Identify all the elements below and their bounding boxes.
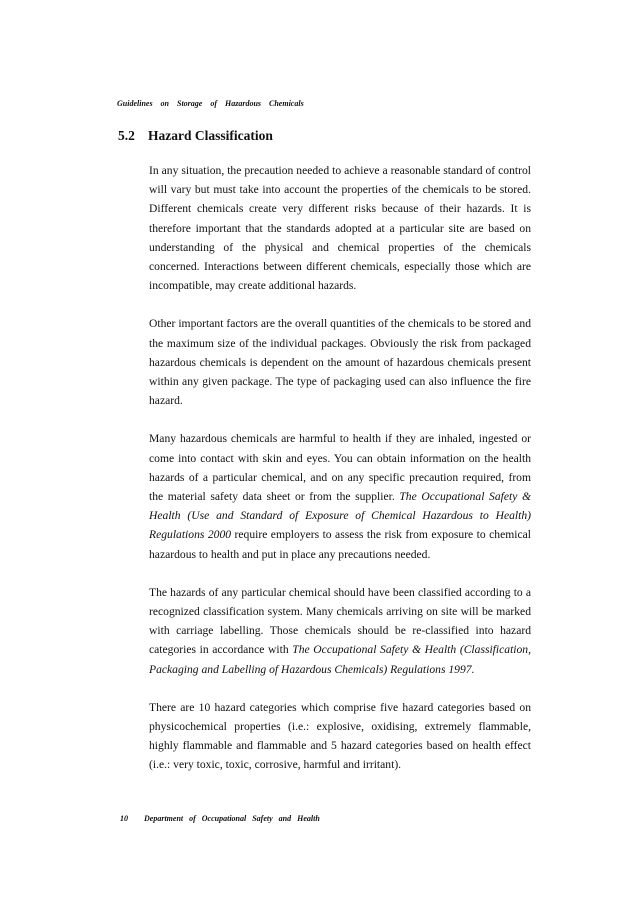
page-footer (120, 814, 320, 823)
regulation-reference-1997: The Occupational Safety & Health (Classification, Packaging and Labelling of Hazardous Chemicals) Regulations 1997. (149, 643, 532, 676)
paragraph-health-hazards (149, 429, 531, 563)
paragraph-intro: In any situation, the precaution needed to achieve a reasonable standard of control will vary but must take into account the properties of the chemicals to be stored. Different chemicals create very different risks because of their hazards. It is therefore important that the standards adopted at a particular site are based on understanding of the physical and chemical properties of the chemicals concerned. Interactions between different chemicals, especially those which are incompatible, may create additional hazards. (149, 164, 531, 293)
paragraph-health-hazards-text-after: require employers to assess the risk from exposure to chemical hazardous to health and put in place any precautions needed. (149, 528, 531, 561)
paragraph-health-hazards-text-before: Many hazardous chemicals are harmful to health if they are inhaled, ingested or come into contact with skin and eyes. You can obtain information on the health hazards of a particular chemical, and on any specific precaution required, from the material safety data sheet or from the supplier. (149, 432, 531, 504)
paragraph-hazard-categories: There are 10 hazard categories which comprise five hazard categories based on physicochemical properties (i.e.: explosive, oxidising, extremely flammable, highly flammable and flammable and 5 hazard categories based on health effect (i.e.: very toxic, toxic, corrosive, harmful and irritant). (149, 700, 531, 772)
section-title: Hazard Classification (148, 128, 273, 143)
footer-department: Department of Occupational Safety and Health (144, 814, 320, 823)
regulation-reference-2000: The Occupational Safety & Health (Use and Standard of Exposure of Chemical Hazardous to Health) Regulations 2000 (149, 490, 531, 542)
page-number: 10 (120, 814, 128, 823)
running-header: Guidelines on Storage of Hazardous Chemicals (117, 99, 304, 108)
paragraph-classification-text: The hazards of any particular chemical should have been classified according to a recognized classification system. Many chemicals arriving on site will be marked with carriage labelling. Those chemicals should be re-classified into hazard categories in accordance with (149, 585, 531, 657)
section-heading (118, 128, 273, 144)
paragraph-classification (149, 583, 531, 679)
section-number: 5.2 (118, 128, 135, 143)
paragraph-quantities: Other important factors are the overall quantities of the chemicals to be stored and the maximum size of the individual packages. Obviously the risk from packaged hazardous chemicals is dependent on the amount of hazardous chemicals present within any given package. The type of packaging used can also influence the fire hazard. (149, 317, 531, 408)
body-text (149, 161, 531, 794)
